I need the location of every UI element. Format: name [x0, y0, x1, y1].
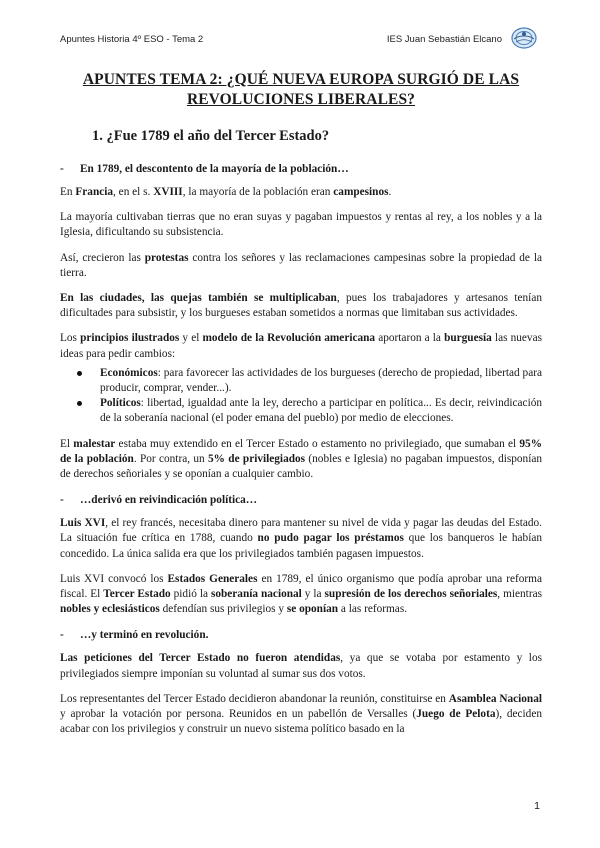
- subheading-1: - En 1789, el descontento de la mayoría de la población…: [60, 163, 349, 175]
- header-course: Apuntes Historia 4º ESO - Tema 2: [60, 34, 204, 45]
- page-header: [60, 26, 538, 52]
- section-title: ¿Fue 1789 el año del Tercer Estado?: [106, 128, 330, 144]
- demands-list: [60, 366, 542, 427]
- subheading-3: - …y terminó en revolución.: [60, 629, 209, 642]
- paragraph-6: El malestar estaba muy extendido en el Tercer Estado o estamento no privilegiado, que sumaban el 95% de la población. Por contra, un 5% de privilegiados (nobles e Iglesia) no pagaban impuestos, disponían de derechos señoriales y se oponían a cualquier cambio.: [60, 437, 543, 481]
- bullet-icon: [77, 371, 82, 376]
- list-item: Económicos: para favorecer las actividades de los burgueses (derecho de propiedad, libertad para producir, comprar, vender...).: [60, 366, 542, 396]
- paragraph-5: Los principios ilustrados y el modelo de la Revolución americana aportaron a la burguesía las nuevas ideas para pedir cambios:: [60, 332, 542, 360]
- paragraph-8: Luis XVI convocó los Estados Generales en 1789, el único organismo que podía aprobar una reforma fiscal. El Tercer Estado pidió la soberanía nacional y la supresión de los derechos señoriales, mientras nobles y eclesiásticos defendían sus privilegios y se oponían a las reformas.: [60, 572, 542, 616]
- list-item: Políticos: libertad, igualdad ante la ley, derecho a participar en política... Es decir, reivindicación de la soberanía nacional (el poder emana del pueblo) por medio de elecciones.: [60, 396, 542, 426]
- paragraph-9: Las peticiones del Tercer Estado no fueron atendidas, ya que se votaba por estamento y los privilegiados siempre imponían su voluntad al sumar sus dos votos.: [60, 652, 542, 680]
- title-line-2: REVOLUCIONES LIBERALES?: [186, 91, 416, 108]
- bullet-icon: [77, 401, 82, 406]
- section-number: 1.: [92, 128, 103, 144]
- paragraph-1: En Francia, en el s. XVIII, la mayoría de la población eran campesinos.: [60, 186, 392, 198]
- paragraph-3: Así, crecieron las protestas contra los señores y las reclamaciones campesinas sobre la propiedad de la tierra.: [60, 251, 542, 279]
- paragraph-7: Luis XVI, el rey francés, necesitaba dinero para mantener su nivel de vida y pagar las deudas del Estado. La situación fue crítica en 1788, cuando no pudo pagar los préstamos que los banqueros le habían concedido. La única salida era que los privilegiados también pagasen impuestos.: [60, 517, 542, 560]
- paragraph-4: En las ciudades, las quejas también se multiplicaban, pues los trabajadores y artesanos tenían dificultades para subsistir, y los burgueses estaban sometidos a normas que limitaban sus actividades.: [60, 292, 542, 320]
- section-heading: [92, 128, 542, 145]
- title-line-1: APUNTES TEMA 2: ¿QUÉ NUEVA EUROPA SURGIÓ DE LAS: [82, 71, 520, 88]
- page-number: 1: [534, 800, 540, 812]
- header-school: IES Juan Sebastián Elcano: [386, 34, 502, 45]
- subheading-2: - …derivó en reivindicación política…: [60, 494, 258, 507]
- document-body: [60, 70, 542, 737]
- document-title: [60, 70, 542, 110]
- school-logo-icon: [510, 26, 538, 50]
- paragraph-2: La mayoría cultivaban tierras que no eran suyas y pagaban impuestos y rentas al rey, a los nobles y a la Iglesia, dificultando su subsistencia.: [60, 211, 542, 239]
- paragraph-10: Los representantes del Tercer Estado decidieron abandonar la reunión, constituirse en Asamblea Nacional y aprobar la votación por persona. Reunidos en un pabellón de Versalles (Juego de Pelota), deciden acabar con los privilegios y construir un nuevo sistema político basado en la: [60, 692, 542, 736]
